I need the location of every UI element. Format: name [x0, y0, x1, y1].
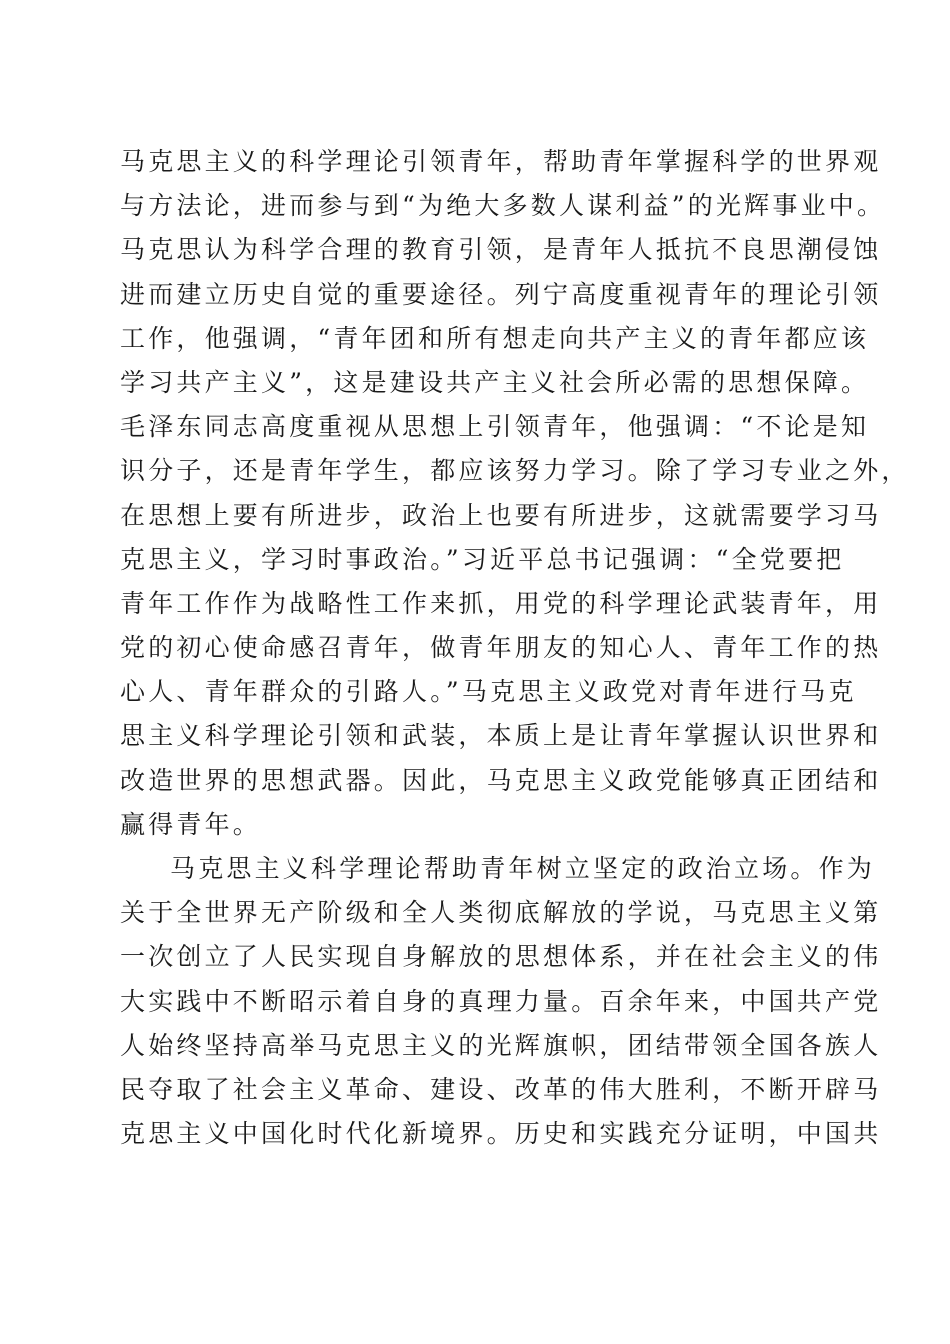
text-line: 马克思认为科学合理的教育引领，是青年人抵抗不良思潮侵蚀 [120, 235, 882, 265]
text-line: 思主义科学理论引领和武装，本质上是让青年掌握认识世界和 [120, 721, 882, 751]
text-line: 关于全世界无产阶级和全人类彻底解放的学说，马克思主义第 [120, 898, 882, 928]
text-line: 马克思主义科学理论帮助青年树立坚定的政治立场。作为 [170, 854, 876, 883]
text-line: 工作，他强调，“青年团和所有想走向共产主义的青年都应该 [120, 323, 870, 353]
text-line: 一次创立了人民实现自身解放的思想体系，并在社会主义的伟 [120, 942, 882, 972]
text-line: 马克思主义的科学理论引领青年，帮助青年掌握科学的世界观 [120, 147, 882, 176]
paragraph [120, 847, 882, 1156]
text-line: 识分子，还是青年学生，都应该努力学习。除了学习专业之外， [120, 456, 910, 486]
body-text [120, 140, 910, 1156]
text-line: 大实践中不断昭示着自身的真理力量。百余年来，中国共产党 [120, 986, 882, 1016]
text-line: 在思想上要有所进步，政治上也要有所进步，这就需要学习马 [120, 500, 882, 530]
text-line: 克思主义，学习时事政治。”习近平总书记强调：“全党要把 [120, 544, 845, 574]
text-line: 毛泽东同志高度重视从思想上引领青年，他强调：“不论是知 [120, 412, 870, 442]
text-line: 赢得青年。 [120, 809, 262, 839]
text-line: 学习共产主义”，这是建设共产主义社会所必需的思想保障。 [120, 367, 870, 397]
text-line: 克思主义中国化时代化新境界。历史和实践充分证明，中国共 [120, 1119, 882, 1149]
text-line: 心人、青年群众的引路人。”马克思主义政党对青年进行马克 [120, 677, 857, 707]
text-line: 进而建立历史自觉的重要途径。列宁高度重视青年的理论引领 [120, 279, 882, 309]
text-line: 与方法论，进而参与到“为绝大多数人谋利益”的光辉事业中。 [120, 191, 886, 221]
text-line: 党的初心使命感召青年，做青年朋友的知心人、青年工作的热 [120, 633, 882, 663]
text-line: 民夺取了社会主义革命、建设、改革的伟大胜利，不断开辟马 [120, 1074, 882, 1104]
paragraph [120, 140, 910, 847]
text-line: 人始终坚持高举马克思主义的光辉旗帜，团结带领全国各族人 [120, 1030, 882, 1060]
text-line: 青年工作作为战略性工作来抓，用党的科学理论武装青年，用 [120, 588, 882, 618]
text-line: 改造世界的思想武器。因此，马克思主义政党能够真正团结和 [120, 765, 882, 795]
